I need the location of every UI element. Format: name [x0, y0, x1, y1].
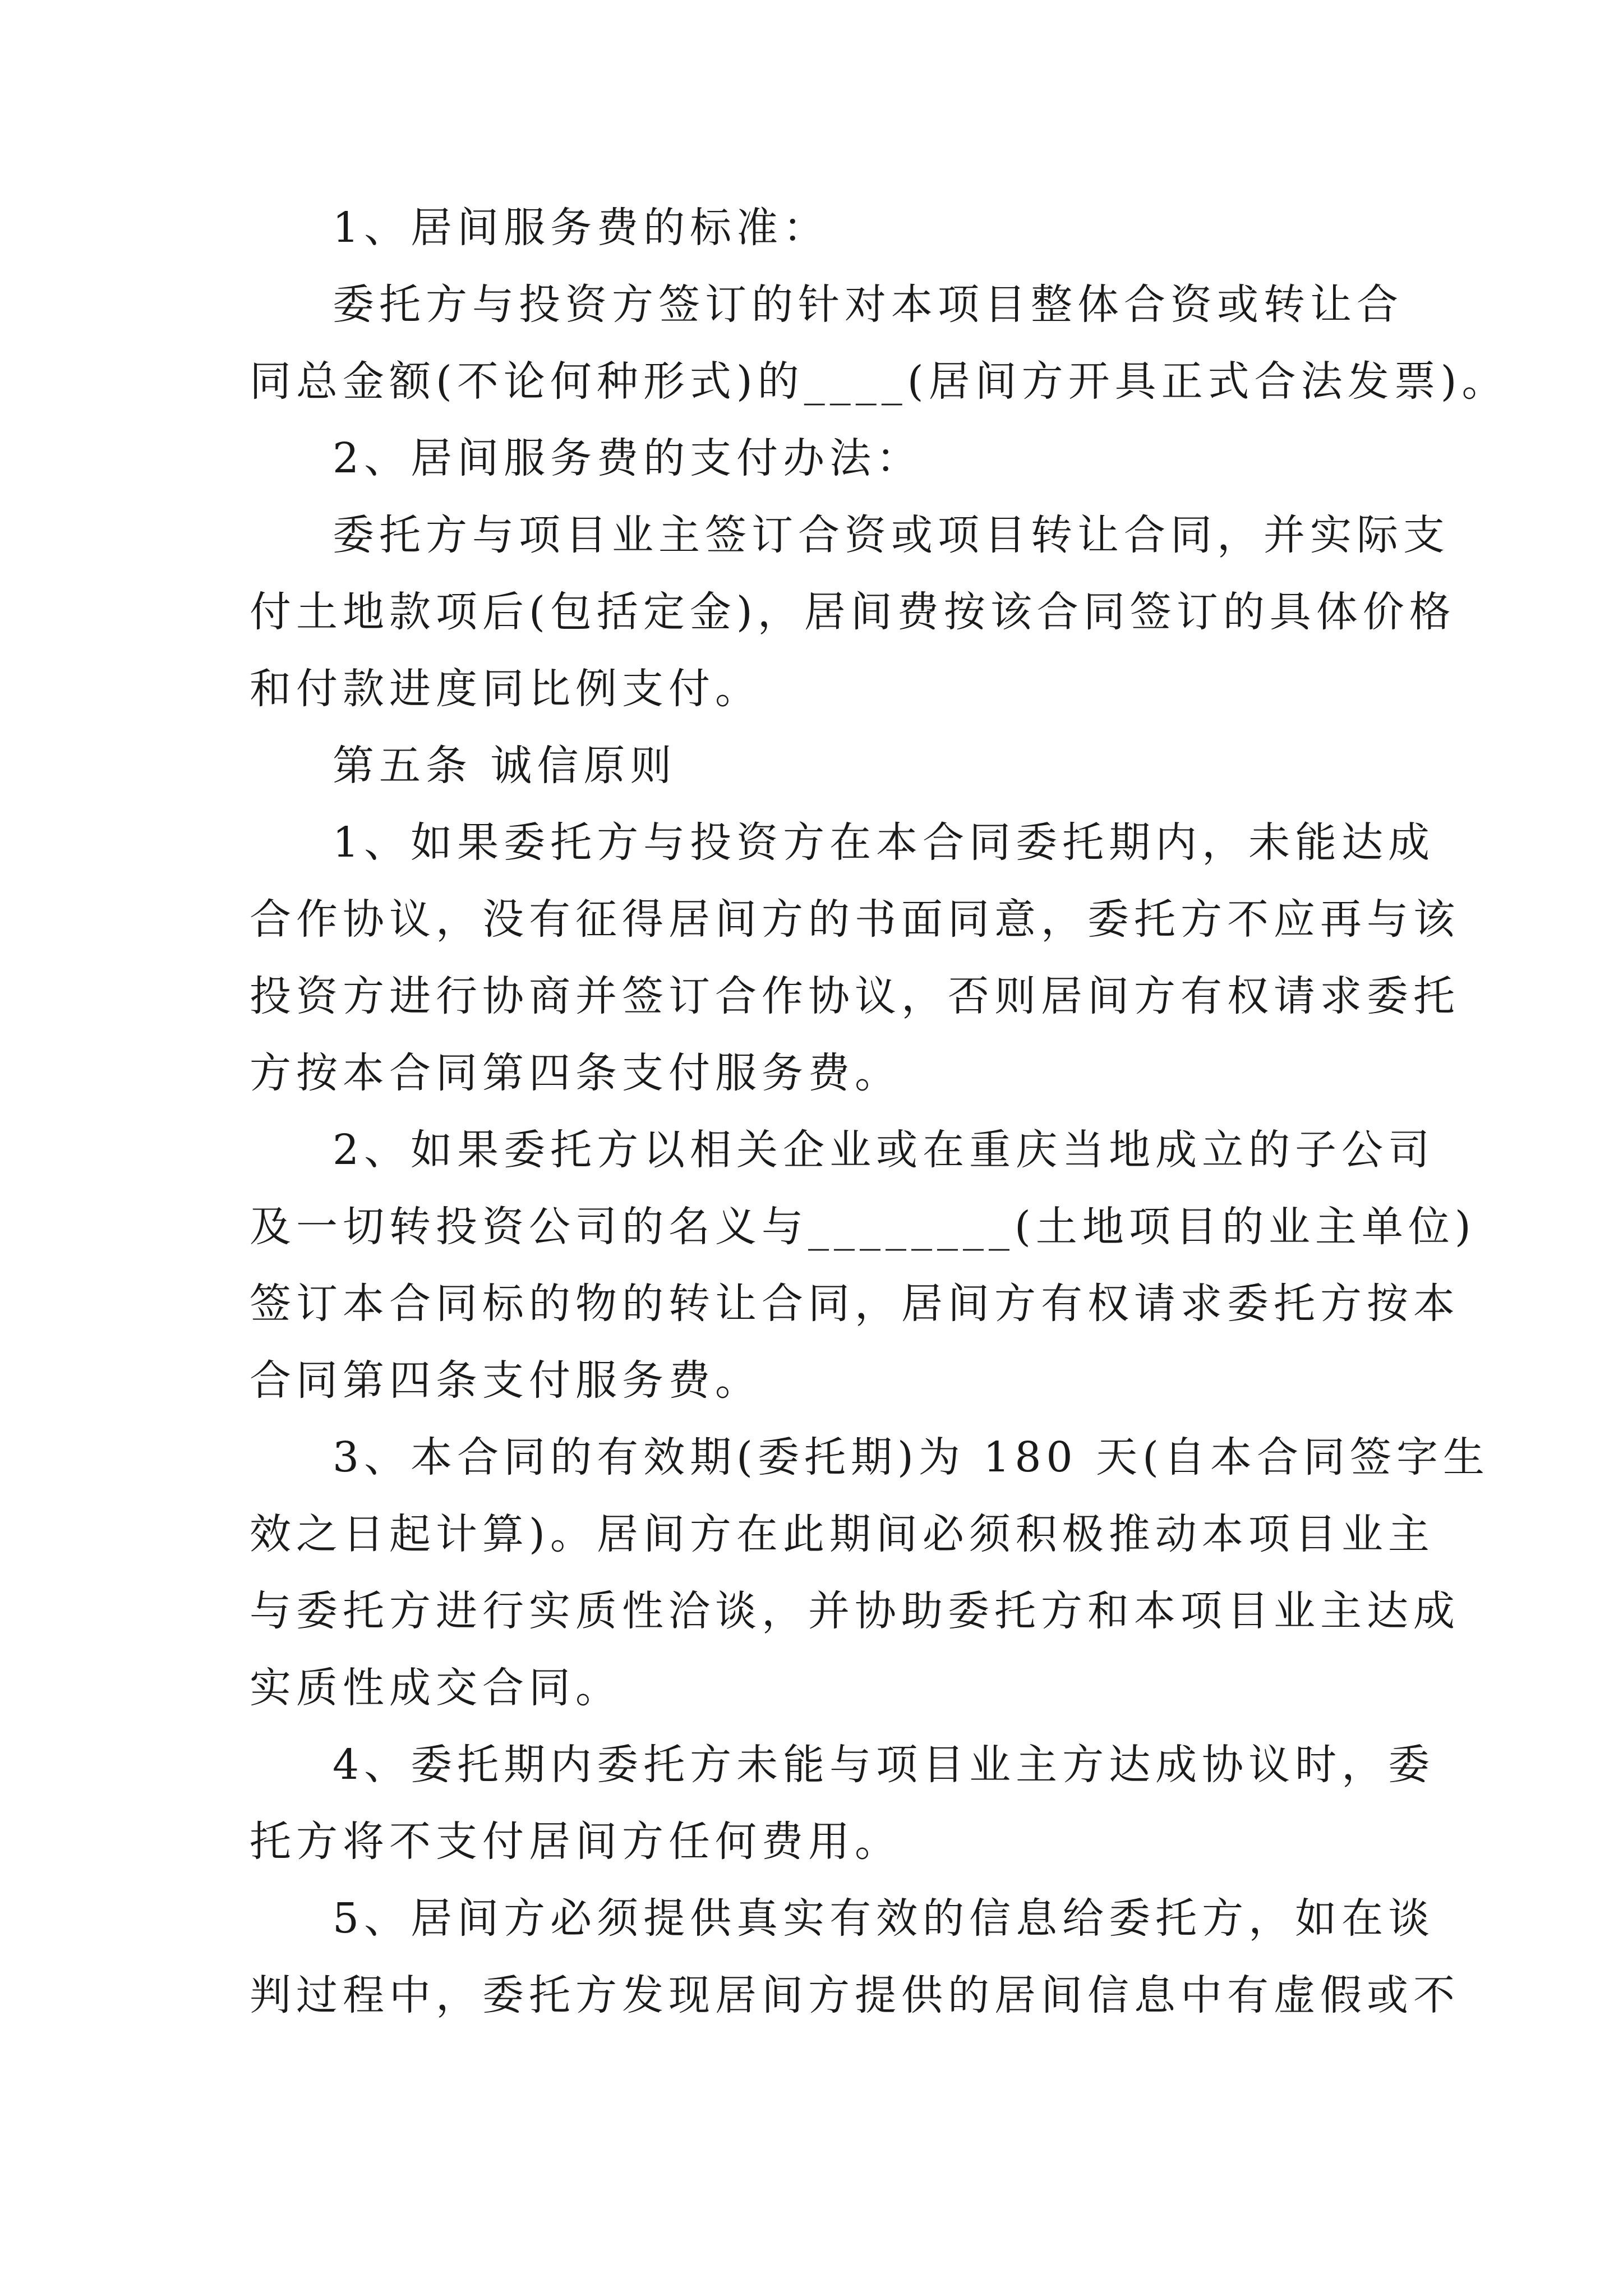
paragraph-line: 委托方与项目业主签订合资或项目转让合同，并实际支 — [333, 511, 1450, 559]
paragraph-line: 和付款进度同比例支付。 — [250, 665, 762, 713]
paragraph-line: 3、本合同的有效期(委托期)为 180 天(自本合同签字生 — [333, 1433, 1490, 1481]
document-body — [250, 190, 1509, 2034]
payment-method-heading: 2、居间服务费的支付办法： — [333, 434, 923, 482]
paragraph-line: 合作协议，没有征得居间方的书面同意，委托方不应再与该 — [250, 895, 1460, 944]
paragraph-line: 付土地款项后(包括定金)，居间费按该合同签订的具体价格 — [250, 588, 1456, 636]
paragraph-line: 4、委托期内委托方未能与项目业主方达成协议时，委 — [333, 1741, 1435, 1789]
paragraph-line: 实质性成交合同。 — [250, 1664, 622, 1712]
paragraph-line: 签订本合同标的物的转让合同，居间方有权请求委托方按本 — [250, 1280, 1460, 1328]
paragraph-line: 2、如果委托方以相关企业或在重庆当地成立的子公司 — [333, 1126, 1435, 1174]
paragraph-line: 效之日起计算)。居间方在此期间必须积极推动本项目业主 — [250, 1510, 1435, 1558]
paragraph-line: 及一切转投资公司的名义与________(土地项目的业主单位) — [250, 1203, 1476, 1251]
article-five-heading: 第五条 诚信原则 — [333, 742, 677, 790]
fee-standard-heading: 1、居间服务费的标准： — [333, 204, 830, 252]
paragraph-line: 1、如果委托方与投资方在本合同委托期内，未能达成 — [333, 818, 1435, 867]
paragraph-line: 托方将不支付居间方任何费用。 — [250, 1818, 901, 1866]
paragraph-line: 5、居间方必须提供真实有效的信息给委托方，如在谈 — [333, 1894, 1435, 1943]
paragraph-line: 同总金额(不论何种形式)的____(居间方开具正式合法发票)。 — [250, 357, 1509, 406]
paragraph-line: 判过程中，委托方发现居间方提供的居间信息中有虚假或不 — [250, 1971, 1460, 2019]
paragraph-line: 投资方进行协商并签订合作协议，否则居间方有权请求委托 — [250, 972, 1460, 1020]
paragraph-line: 合同第四条支付服务费。 — [250, 1356, 762, 1405]
paragraph-line: 与委托方进行实质性洽谈，并协助委托方和本项目业主达成 — [250, 1587, 1460, 1635]
paragraph-line: 方按本合同第四条支付服务费。 — [250, 1049, 901, 1097]
paragraph-line: 委托方与投资方签订的针对本项目整体合资或转让合 — [333, 280, 1403, 329]
